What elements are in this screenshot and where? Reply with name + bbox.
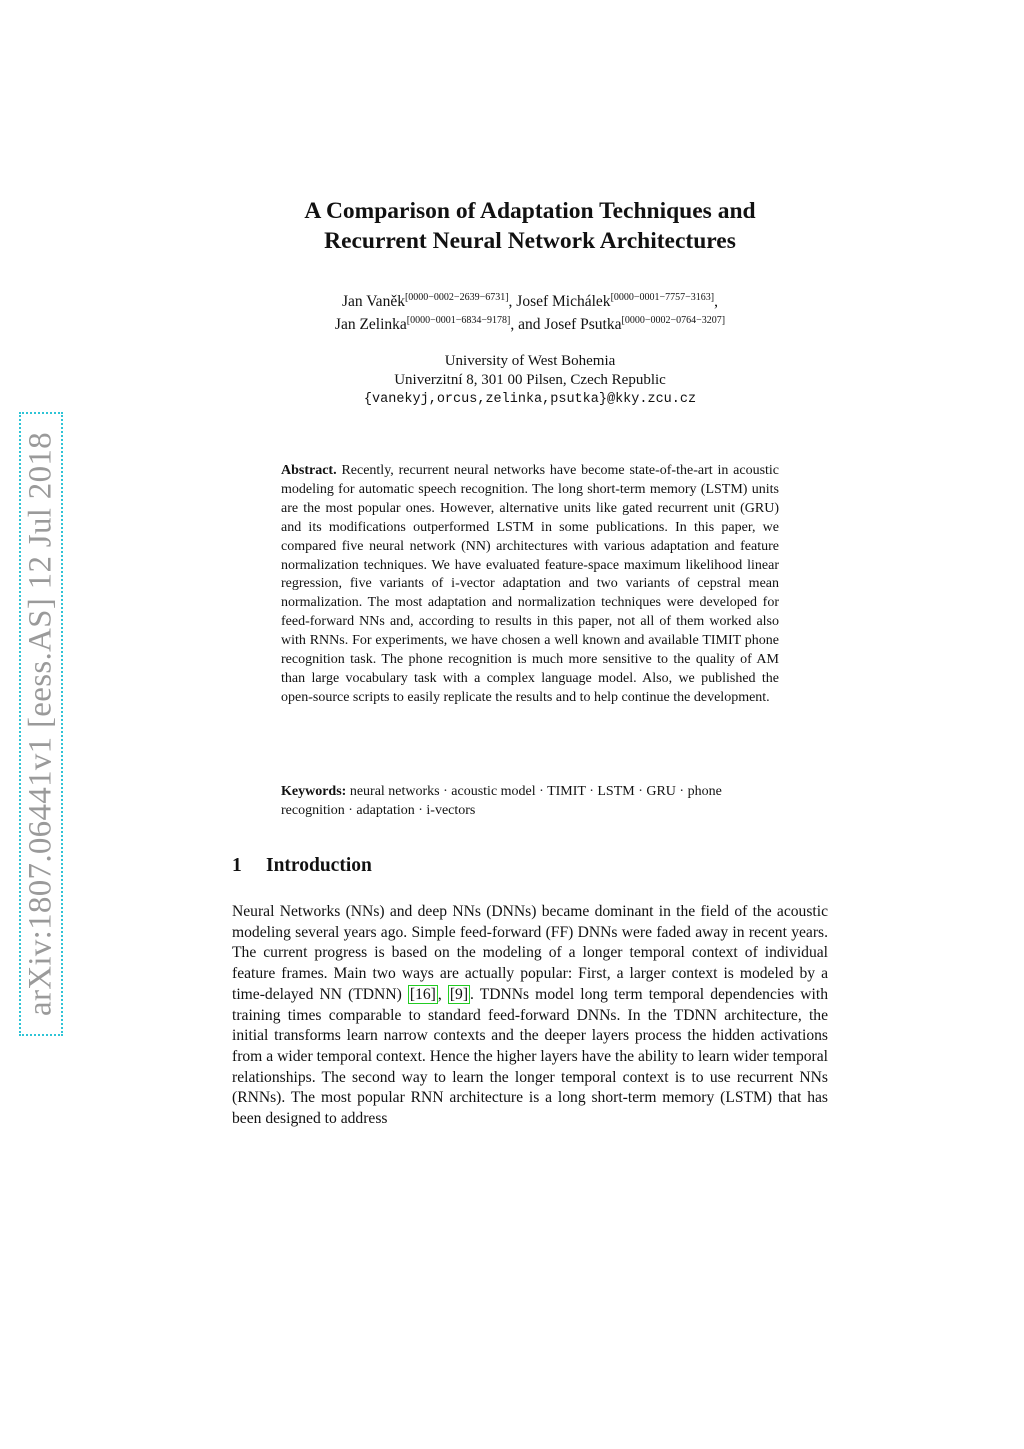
arxiv-identifier: arXiv:1807.06441v1 [eess.AS] 12 Jul 2018 [22,432,59,1016]
author-name: Josef Psutka [544,316,622,333]
paper-title [230,196,830,256]
author-orcid: [0000−0001−7757−3163] [610,292,715,303]
author-orcid: [0000−0002−2639−6731] [404,292,509,303]
author-orcid: [0000−0002−0764−3207] [621,315,726,326]
arxiv-identifier-stamp [19,412,63,1036]
abstract [281,462,779,708]
affiliation [230,352,830,409]
intro-paragraph: Neural Networks (NNs) and deep NNs (DNNs) became dominant in the field of the acoustic modeling several years ago. Simple feed-forward (FF) DNNs were faded away in recent years. The current progress is based on the modeling of a longer temporal context of individual feature frames. Main two ways are actually popular: First, a larger context is modeled by a time-delayed NN (TDNN) [16] , [9] . TDNNs model long term temporal dependencies with training times comparable to standard feed-forward DNNs. In the TDNN architecture, the initial transforms learn narrow contexts and the deeper layers process the hidden activations from a wider temporal context. Hence the higher layers have the ability to learn wider temporal relationships. The second way to learn the longer temporal context is to use recurrent NNs (RNNs). The most popular RNN architecture is a long short-term memory (LSTM) that has been designed to address [232,903,829,1128]
address: Univerzitní 8, 301 00 Pilsen, Czech Republic [394,372,666,388]
title-line-2: Recurrent Neural Network Architectures [324,228,736,254]
author-name: Jan Zelinka [334,316,407,333]
citation-link[interactable]: [16] [409,985,436,1003]
keywords [281,782,779,820]
section-number: 1 [232,855,242,876]
university: University of West Bohemia [444,353,616,369]
section-heading [232,855,372,877]
abstract-label: Abstract. [281,463,337,478]
keywords-label: Keywords: [281,784,347,799]
intro-text-2: . TDNNs model long term temporal dependencies with training times comparable to standard feed-forward DNNs. In the TDNN architecture, the initial transforms learn narrow contexts and the deeper layers process the hidden activations from a wider temporal context. Hence the higher layers have the ability to learn wider temporal relationships. The second way to learn the longer temporal context is to use recurrent NNs (RNNs). The most popular RNN architecture is a long short-term memory (LSTM) that has been designed to address [232,985,829,1128]
section-title: Introduction [266,855,372,876]
citation-link[interactable]: [9] [449,985,469,1003]
intro-text-1: Neural Networks (NNs) and deep NNs (DNNs) became dominant in the field of the acoustic modeling several years ago. Simple feed-forward (FF) DNNs were faded away in recent years. The current progress is based on the modeling of a longer temporal context of individual feature frames. Main two ways are actually popular: First, a larger context is modeled by a time-delayed NN (TDNN) [232,903,828,1003]
title-line-1: A Comparison of Adaptation Techniques and [304,198,756,224]
author-list: Jan Vaněk[0000−0002−2639−6731], Josef Michálek[0000−0001−7757−3163], Jan Zelinka[0000−0001−6834−9178], and Josef Psutka[0000−0002−0764−3207] [334,292,726,333]
author-orcid: [0000−0001−6834−9178] [406,315,511,326]
author-name: Josef Michálek [516,293,611,310]
keywords-text: neural networks · acoustic model · TIMIT · LSTM · GRU · phone recognition · adaptation · i-vectors [281,784,722,818]
email: {vanekyj,orcus,zelinka,psutka}@kky.zcu.cz [363,392,697,407]
abstract-text: Recently, recurrent neural networks have become state-of-the-art in acoustic modeling for automatic speech recognition. The long short-term memory (LSTM) units are the most popular ones. However, alternative units like gated recurrent unit (GRU) and its modifications outperformed LSTM in some publications. In this paper, we compared five neural network (NN) architectures with various adaptation and feature normalization techniques. We have evaluated feature-space maximum likelihood linear regression, five variants of i-vector adaptation and two variants of cepstral mean normalization. The most adaptation and normalization techniques were developed for feed-forward NNs and, according to results in this paper, not all of them worked also with RNNs. For experiments, we have chosen a well known and available TIMIT phone recognition task. The phone recognition is much more sensitive to the quality of AM than large vocabulary task with a complex language model. Also, we published the open-source scripts to easily replicate the results and to help continue the development. [281,463,780,705]
author-name: Jan Vaněk [341,293,405,310]
